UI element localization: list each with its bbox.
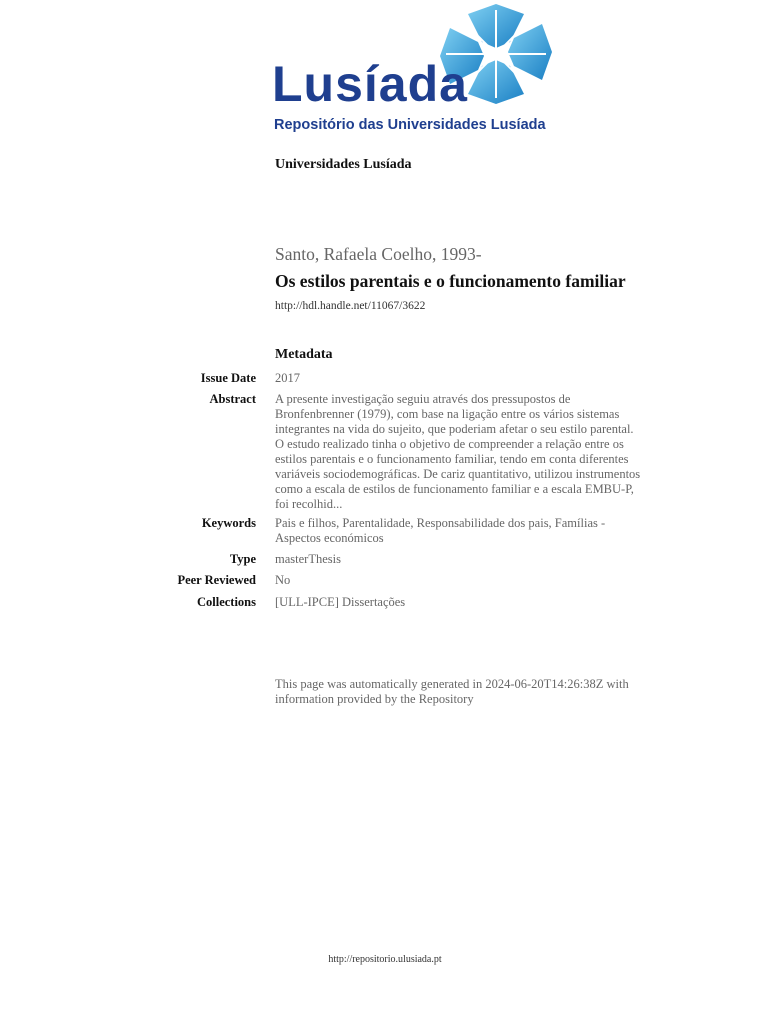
collections-value: [ULL-IPCE] Dissertações <box>275 595 406 609</box>
peer-reviewed-label: Peer Reviewed <box>177 573 256 587</box>
logo-subtitle: Repositório das Universidades Lusíada <box>274 117 546 133</box>
abstract-line: estilos parentais e o funcionamento familiar, tendo em conta diferentes <box>275 452 629 466</box>
abstract-value <box>275 392 655 512</box>
abstract-line: foi recolhid... <box>275 497 343 511</box>
repository-logo <box>272 4 562 136</box>
abstract-line: A presente investigação seguiu através dos pressupostos de <box>275 392 571 406</box>
abstract-line: como a escala de estilos de funcionamento familiar e a escala EMBU-P, <box>275 482 634 496</box>
record-handle-link[interactable]: http://hdl.handle.net/11067/3622 <box>275 300 426 312</box>
institution-name: Universidades Lusíada <box>275 157 412 172</box>
generated-note-line: information provided by the Repository <box>275 692 474 706</box>
keywords-label: Keywords <box>201 516 256 530</box>
abstract-label: Abstract <box>209 392 256 406</box>
generated-note-line: This page was automatically generated in 2024-06-20T14:26:38Z with <box>275 677 629 691</box>
abstract-line: variáveis sociodemográficas. De cariz quantitativo, utilizou instrumentos <box>275 467 641 481</box>
metadata-heading: Metadata <box>275 347 333 362</box>
abstract-line: O estudo realizado tinha o objetivo de compreender a relação entre os <box>275 437 624 451</box>
keywords-value <box>275 516 655 546</box>
peer-reviewed-value: No <box>275 573 291 587</box>
record-title: Os estilos parentais e o funcionamento familiar <box>275 271 626 291</box>
logo-wordmark: Lusíada <box>272 56 468 112</box>
collections-label: Collections <box>196 595 256 609</box>
abstract-line: Bronfenbrenner (1979), com base na ligação entre os vários sistemas <box>275 407 620 421</box>
type-value: masterThesis <box>275 552 341 566</box>
generated-note <box>275 677 655 707</box>
type-label: Type <box>229 552 256 566</box>
record-author: Santo, Rafaela Coelho, 1993- <box>275 244 482 264</box>
issue-date-value: 2017 <box>275 371 300 385</box>
keywords-line: Aspectos económicos <box>275 531 384 545</box>
abstract-line: integrantes na vida do sujeito, que poderiam afetar o seu estilo parental. <box>275 422 634 436</box>
issue-date-label: Issue Date <box>200 371 256 385</box>
keywords-line: Pais e filhos, Parentalidade, Responsabilidade dos pais, Famílias - <box>275 516 606 530</box>
footer-repository-link[interactable]: http://repositorio.ulusiada.pt <box>328 954 442 965</box>
